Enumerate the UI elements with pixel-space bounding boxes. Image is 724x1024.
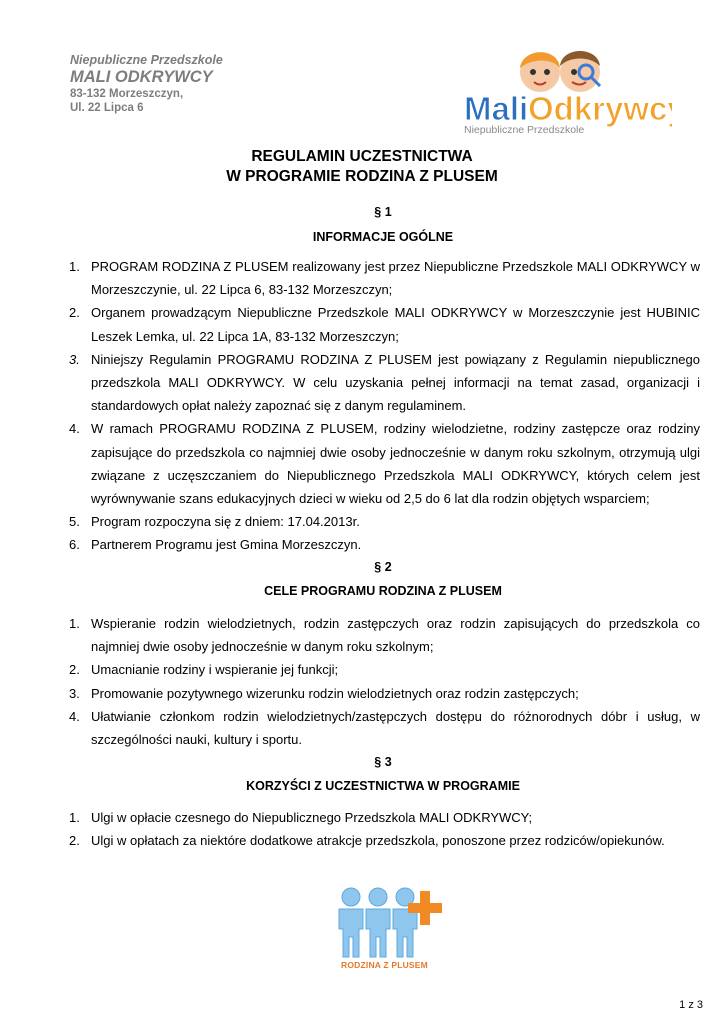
section-1-list — [0, 255, 700, 557]
list-item: 3. Promowanie pozytywnego wizerunku rodzin wielodzietnych oraz rodzin zastępczych; — [69, 685, 579, 701]
document-title — [0, 147, 724, 187]
mali-odkrywcy-logo — [462, 42, 672, 138]
section-1-symbol: § 1 — [374, 205, 392, 219]
section-1-heading: INFORMACJE OGÓLNE — [312, 230, 454, 244]
section-3-heading: KORZYŚCI Z UCZESTNICTWA W PROGRAMIE — [246, 779, 520, 793]
list-item: 2. Ulgi w opłatach za niektóre dodatkowe atrakcje przedszkola, ponoszone przez rodziców/opiekunów. — [69, 833, 665, 849]
svg-text:Mali: Mali — [464, 90, 529, 127]
list-item: 1. Wspieranie rodzin wielodzietnych, rodzin zastępczych oraz rodzin zapisujących do przedszkola co najmniej dwie osoby jednocześnie w danym roku szkolnym; — [69, 616, 700, 655]
section-2-list — [0, 612, 700, 751]
page-number: 1 z 3 — [679, 999, 703, 1011]
header-address-street: Ul. 22 Lipca 6 — [70, 102, 144, 114]
list-item: 3. Niniejszy Regulamin PROGRAMU RODZINA Z PLUSEM jest powiązany z Regulamin niepublicznego przedszkola MALI ODKRYWCY. W celu uzyskania pełnej informacji na temat zasad, organizacji i standardowych opłat należy zapoznać się z danym regulaminem. — [69, 351, 700, 414]
rodzina-z-plusem-logo — [333, 883, 445, 975]
header-school-name: MALI ODKRYWCY — [70, 68, 213, 86]
list-item: 4. Ułatwianie członkom rodzin wielodzietnych/zastępczych dostępu do różnorodnych dóbr i usług, w szczególności nauki, kultury i sportu. — [69, 708, 700, 748]
list-item: 1. Ulgi w opłacie czesnego do Niepublicznego Przedszkola MALI ODKRYWCY; — [69, 810, 533, 825]
list-item: 6. Partnerem Programu jest Gmina Morzeszczyn. — [69, 537, 362, 553]
school-header — [70, 52, 223, 115]
document-title-line-1: REGULAMIN UCZESTNICTWA — [251, 148, 473, 165]
header-address-city: 83-132 Morzeszczyn, — [70, 88, 184, 100]
list-item: 1. PROGRAM RODZINA Z PLUSEM realizowany jest przez Niepubliczne Przedszkole MALI ODKRYWCY w Morzeszczynie, ul. 22 Lipca 6, 83-132 Morzeszczyn; — [69, 259, 700, 298]
logo-subtitle: Niepubliczne Przedszkole — [464, 124, 585, 136]
family-people-icon — [333, 883, 445, 963]
svg-text:Odkrywcy: Odkrywcy — [528, 90, 672, 127]
list-item: 5. Program rozpoczyna się z dniem: 17.04.2013r. — [69, 514, 360, 530]
header-school-type: Niepubliczne Przedszkole — [70, 53, 223, 67]
list-item: 4. W ramach PROGRAMU RODZINA Z PLUSEM, rodziny wielodzietne, rodziny zastępcze oraz rodziny zapisujące do przedszkola co najmniej dwie osoby jednocześnie w danym roku szkolnym, otrzymują ulgi związane z uczęszczaniem do Niepublicznego Przedszkola MALI ODKRYWCY, których celem jest wyrównywanie szans edukacyjnych dzieci w wieku od 2,5 do 6 lat dla rodzin objętych wsparciem; — [69, 421, 700, 507]
section-3-symbol: § 3 — [374, 755, 392, 769]
list-item: 2. Umacnianie rodziny i wspieranie jej funkcji; — [69, 662, 339, 678]
list-item: 2. Organem prowadzącym Niepubliczne Przedszkole MALI ODKRYWCY w Morzeszczynie jest HUBINIC Leszek Lemka, ul. 22 Lipca 1A, 83-132 Morzeszczyn; — [69, 305, 700, 344]
section-3-list — [0, 806, 700, 852]
section-2-heading: CELE PROGRAMU RODZINA Z PLUSEM — [264, 584, 502, 598]
program-logo-caption: RODZINA Z PLUSEM — [341, 960, 428, 970]
document-title-line-2: W PROGRAMIE RODZINA Z PLUSEM — [226, 168, 498, 185]
section-2-symbol: § 2 — [374, 560, 392, 574]
